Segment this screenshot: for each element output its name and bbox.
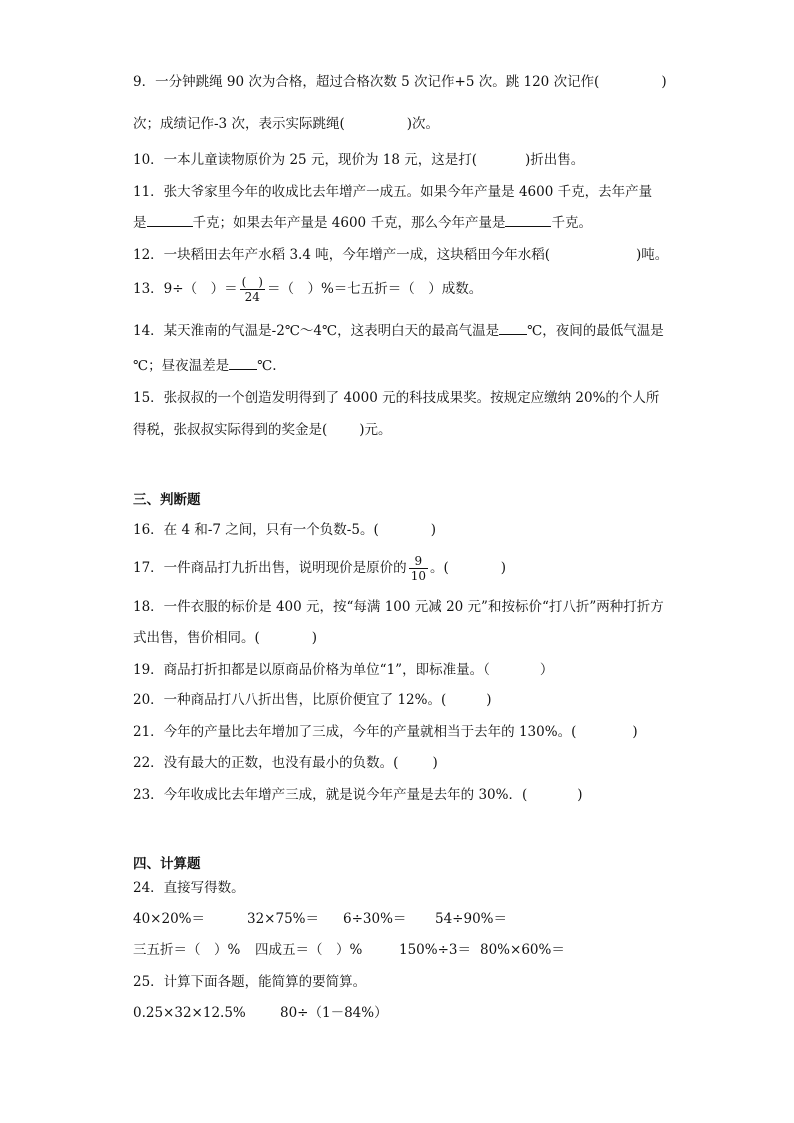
answer-blank[interactable] [229,355,257,370]
q24-item[interactable]: 54÷90%＝ [435,911,507,927]
question-19: 19．商品打折扣都是以原商品价格为单位“1”，即标准量。（ ） [133,662,554,678]
question-23: 23．今年收成比去年增产三成，就是说今年产量是去年的 30%．( ) [133,787,583,803]
q24-item[interactable]: 40×20%＝ [133,911,205,927]
question-15-line-2: 得税，张叔叔实际得到的奖金是( )元。 [133,422,392,438]
question-11-line-2: 是 千克；如果去年产量是 4600 千克，那么今年产量是 千克。 [133,212,592,233]
question-10: 10．一本儿童读物原价为 25 元，现价为 18 元，这是打( )折出售。 [133,152,585,168]
fraction-blank-over-24: $\frac{( )}{24}$ [241,275,263,304]
q24-item[interactable]: 6÷30%＝ [343,911,407,927]
answer-blank[interactable] [505,212,551,227]
q24-item[interactable]: 四成五＝（ ）% [255,942,363,958]
fraction-nine-tenths: $\frac{9}{10}$ [410,554,426,583]
question-12: 12．一块稻田去年产水稻 3.4 吨，今年增产一成，这块稻田今年水稻( )吨。 [133,247,669,263]
question-14-line-1: 14．某天淮南的气温是-2℃～4℃，这表明白天的最高气温是 ℃，夜间的最低气温是 [133,320,664,341]
question-9-line-1: 9．一分钟跳绳 90 次为合格，超过合格次数 5 次记作+5 次。跳 120 次记作( ) [133,74,667,90]
question-17: 17．一件商品打九折出售，说明现价是原价的 $\frac{9}{10}$ 。( ) [133,554,507,583]
section-heading-judgement: 三、判断题 [133,492,201,508]
q24-item[interactable]: 32×75%＝ [247,911,319,927]
question-9-text-a: 9．一分钟跳绳 90 次为合格，超过合格次数 5 次记作+5 次。跳 120 次记作( [133,74,600,90]
question-25-title: 25．计算下面各题，能简算的要简算。 [133,974,367,990]
question-9-line-2: 次；成绩记作-3 次，表示实际跳绳( )次。 [133,116,439,132]
q25-item[interactable]: 80÷（1－84%） [280,1005,388,1021]
question-21: 21．今年的产量比去年增加了三成，今年的产量就相当于去年的 130%。( ) [133,724,638,740]
question-18-line-2: 式出售，售价相同。( ) [133,630,318,646]
section-heading-calculation: 四、计算题 [133,856,201,872]
question-14-line-2: ℃；昼夜温差是 ℃. [133,355,277,376]
question-18-line-1: 18．一件衣服的标价是 400 元，按“每满 100 元减 20 元”和按标价“打八折”两种打折方 [133,599,664,615]
q25-item[interactable]: 0.25×32×12.5% [133,1005,246,1021]
answer-blank[interactable] [147,212,193,227]
answer-blank[interactable] [499,320,527,335]
question-22: 22．没有最大的正数，也没有最小的负数。( ) [133,755,438,771]
q24-item[interactable]: 80%×60%＝ [480,942,565,958]
question-11-line-1: 11．张大爷家里今年的收成比去年增产一成五。如果今年产量是 4600 千克，去年产量 [133,184,653,200]
question-24-title: 24．直接写得数。 [133,880,245,896]
question-15-line-1: 15．张叔叔的一个创造发明得到了 4000 元的科技成果奖。按规定应缴纳 20%的个人所 [133,390,660,406]
question-20: 20．一种商品打八八折出售，比原价便宜了 12%。( ) [133,692,492,708]
question-16: 16．在 4 和-7 之间，只有一个负数-5。( ) [133,522,436,538]
q24-item[interactable]: 三五折＝（ ）% [133,942,241,958]
q24-item[interactable]: 150%÷3＝ [399,942,471,958]
question-13: 13．9÷（ ）＝ $\frac{( )}{24}$ ＝（ ）%＝七五折＝（ ）成数。 [133,275,483,304]
